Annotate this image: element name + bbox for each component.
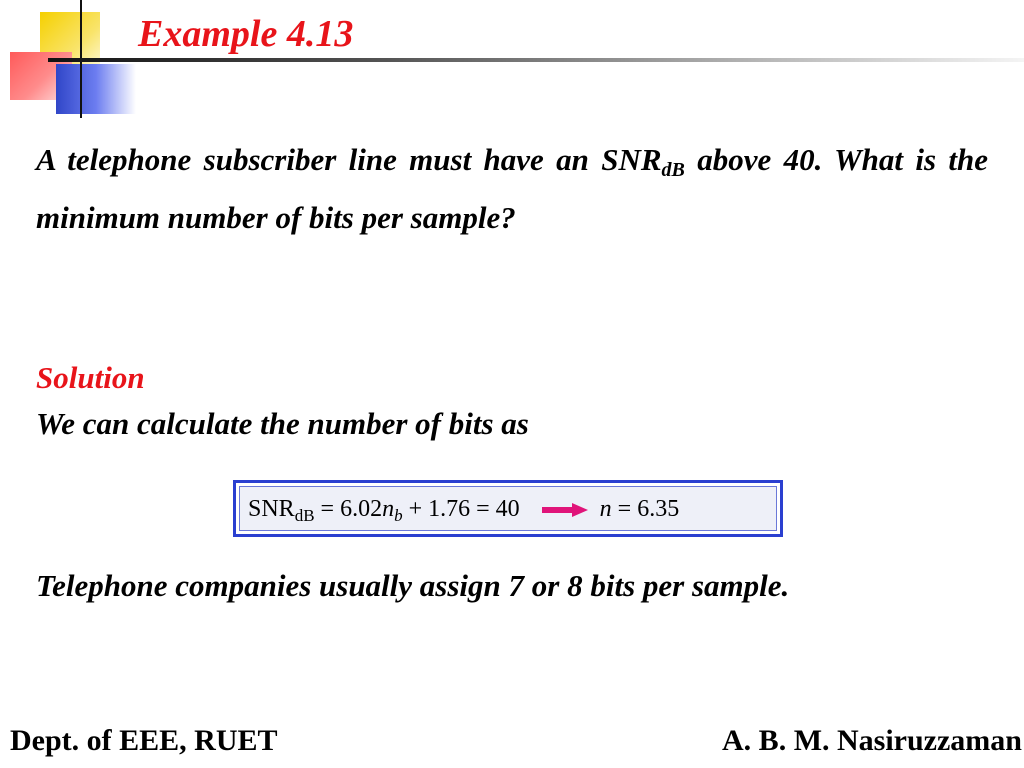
solution-intro: We can calculate the number of bits as bbox=[36, 406, 529, 441]
eq-var-n: n bbox=[382, 496, 395, 522]
problem-text-part1: A telephone subscriber line must have an SNR bbox=[36, 142, 662, 177]
solution-heading: Solution bbox=[36, 360, 145, 395]
eq-snr-subscript: dB bbox=[294, 506, 315, 525]
problem-statement bbox=[36, 136, 988, 242]
eq-var-subscript: b bbox=[394, 506, 403, 525]
eq-result-var: n bbox=[599, 496, 612, 522]
snr-subscript: dB bbox=[661, 159, 685, 181]
eq-result-value: = 6.35 bbox=[611, 496, 680, 522]
eq-snr: SNR bbox=[248, 496, 295, 522]
footer-department: Dept. of EEE, RUET bbox=[10, 724, 278, 757]
title-divider-line bbox=[48, 58, 1024, 62]
eq-part2: + 1.76 = 40 bbox=[402, 496, 520, 522]
problem-text-part2: above 40. What is the minimum number of bits per sample? bbox=[36, 142, 988, 235]
slide-title: Example 4.13 bbox=[138, 13, 354, 55]
eq-part1: = 6.02 bbox=[314, 496, 383, 522]
footer-author: A. B. M. Nasiruzzaman bbox=[722, 724, 1022, 757]
conclusion-text: Telephone companies usually assign 7 or 8 bits per sample. bbox=[36, 568, 790, 603]
equation-box bbox=[233, 480, 783, 537]
logo-blue-square bbox=[56, 64, 136, 114]
right-arrow-icon bbox=[542, 502, 588, 518]
equation bbox=[239, 486, 777, 531]
